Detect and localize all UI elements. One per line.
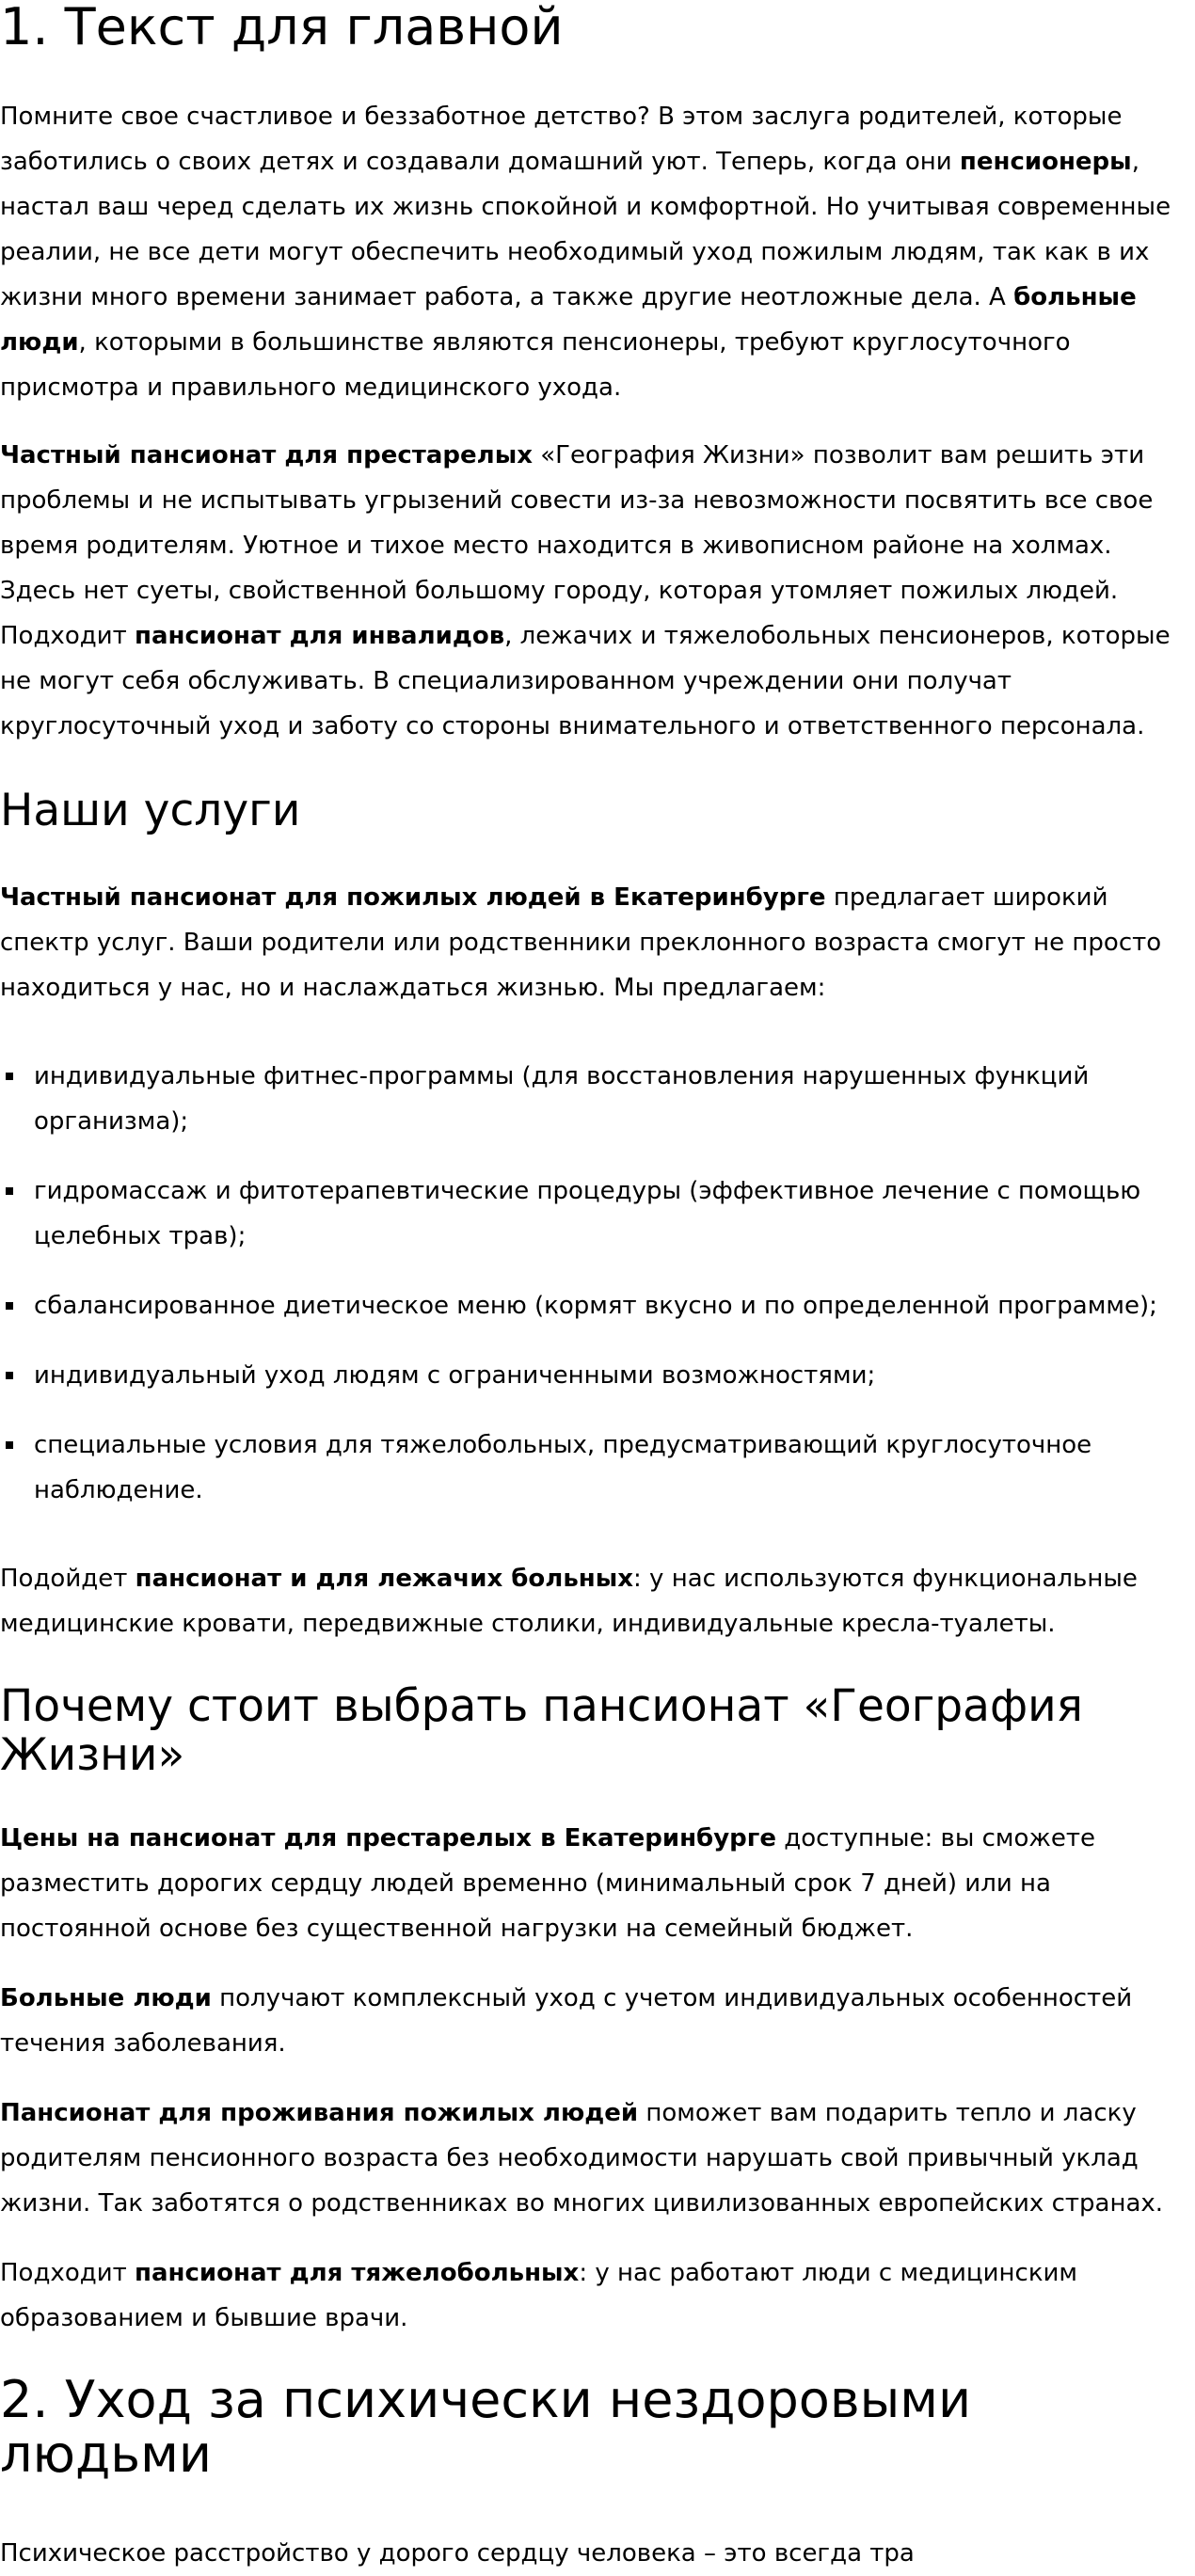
why-paragraph-2 (0, 1976, 1193, 2066)
list-item-text: индивидуальный уход людям с ограниченными возможностями; (34, 1361, 876, 1390)
text-run: Подойдет (0, 1565, 135, 1593)
list-item (0, 1283, 1193, 1328)
why-heading: Почему стоит выбрать пансионат «География Жизни» (0, 1680, 1083, 1781)
bullet-square (6, 1302, 13, 1310)
intro-paragraph-2 (0, 433, 1193, 749)
list-item-text: сбалансированное диетическое меню (кормят вкусно и по определенной программе); (34, 1292, 1157, 1320)
list-item-text: специальные условия для тяжелобольных, предусматривающий круглосуточное наблюдение. (34, 1431, 1092, 1504)
bold-term: больные люди (0, 283, 1137, 357)
main-heading: 1. Текст для главной (0, 0, 564, 56)
text-run: , настал ваш черед сделать их жизнь спокойной и комфортной. Но учитывая современные реалии, не все дети могут обеспечить необходимый уход пожилым людям, так как в их жизни много времени занимает работа, а также другие неотложные дела. А (0, 148, 1171, 311)
bullet-square (6, 1441, 13, 1449)
bold-term: пенсионеры (959, 148, 1132, 176)
services-paragraph-2 (0, 1556, 1193, 1646)
intro-paragraph-1 (0, 94, 1193, 410)
services-list (0, 1054, 1193, 1513)
list-item-text: гидромассаж и фитотерапевтические процедуры (эффективное лечение с помощью целебных трав); (34, 1177, 1141, 1250)
text-run: поможет вам подарить тепло и ласку родителям пенсионного возраста без необходимости нарушать свой привычный уклад жизни. Так заботятся о родственниках во многих цивилизованных европейских странах. (0, 2099, 1164, 2218)
list-item (0, 1423, 1193, 1513)
second-main-heading: 2. Уход за психически нездоровыми людьми (0, 2370, 972, 2484)
text-run: Подходит (0, 2259, 135, 2287)
text-run: «География Жизни» позволит вам решить эти проблемы и не испытывать угрызений совести из-за невозможности посвятить все свое время родителям. Уютное и тихое место находится в живописном районе на холмах. Здесь нет суеты, свойственной большому городу, которая утомляет пожилых людей. Подходит (0, 441, 1154, 650)
bold-term: пансионат и для лежачих больных (135, 1565, 634, 1593)
bold-term: Цены на пансионат для престарелых в Екатеринбурге (0, 1824, 776, 1852)
bullet-square (6, 1073, 13, 1080)
text-run: , которыми в большинстве являются пенсионеры, требуют круглосуточного присмотра и правильного медицинского ухода. (0, 328, 1071, 402)
bold-term: пансионат для инвалидов (135, 622, 505, 650)
why-paragraph-1 (0, 1816, 1193, 1951)
list-item (0, 1353, 1193, 1398)
bold-term: Частный пансионат для престарелых (0, 441, 533, 469)
bullet-square (6, 1187, 13, 1195)
bold-term: Больные люди (0, 1984, 212, 2012)
bullet-square (6, 1372, 13, 1379)
bold-term: пансионат для тяжелобольных (135, 2259, 580, 2287)
text-run: получают комплексный уход с учетом индивидуальных особенностей течения заболевания. (0, 1984, 1133, 2058)
services-heading: Наши услуги (0, 785, 301, 836)
list-item (0, 1054, 1193, 1144)
text-run: предлагает широкий спектр услуг. Ваши родители или родственники преклонного возраста смогут не просто находиться у нас, но и наслаждаться жизнью. Мы предлагаем: (0, 883, 1162, 1002)
text-run: доступные: вы сможете разместить дорогих сердцу людей временно (минимальный срок 7 дней) или на постоянной основе без существенной нагрузки на семейный бюджет. (0, 1824, 1095, 1943)
bold-term: Частный пансионат для пожилых людей в Екатеринбурге (0, 883, 826, 912)
services-paragraph-1 (0, 875, 1193, 1010)
list-item-text: индивидуальные фитнес-программы (для восстановления нарушенных функций организма); (34, 1062, 1090, 1136)
bold-term: Пансионат для проживания пожилых людей (0, 2099, 639, 2127)
why-paragraph-4 (0, 2250, 1193, 2341)
text-run: : у нас используются функциональные медицинские кровати, передвижные столики, индивидуальные кресла-туалеты. (0, 1565, 1138, 1638)
list-item (0, 1169, 1193, 1259)
text-run: Помните свое счастливое и беззаботное детство? В этом заслуга родителей, которые заботились о своих детях и создавали домашний уют. Теперь, когда они (0, 103, 1123, 176)
text-run: , лежачих и тяжелобольных пенсионеров, которые не могут себя обслуживать. В специализированном учреждении они получат круглосуточный уход и заботу со стороны внимательного и ответственного персонала. (0, 622, 1171, 740)
last-paragraph: Психическое расстройство у дорого сердцу человека – это всегда тра (0, 2539, 915, 2568)
why-paragraph-3 (0, 2091, 1193, 2226)
text-run: : у нас работают люди с медицинским образованием и бывшие врачи. (0, 2259, 1078, 2332)
